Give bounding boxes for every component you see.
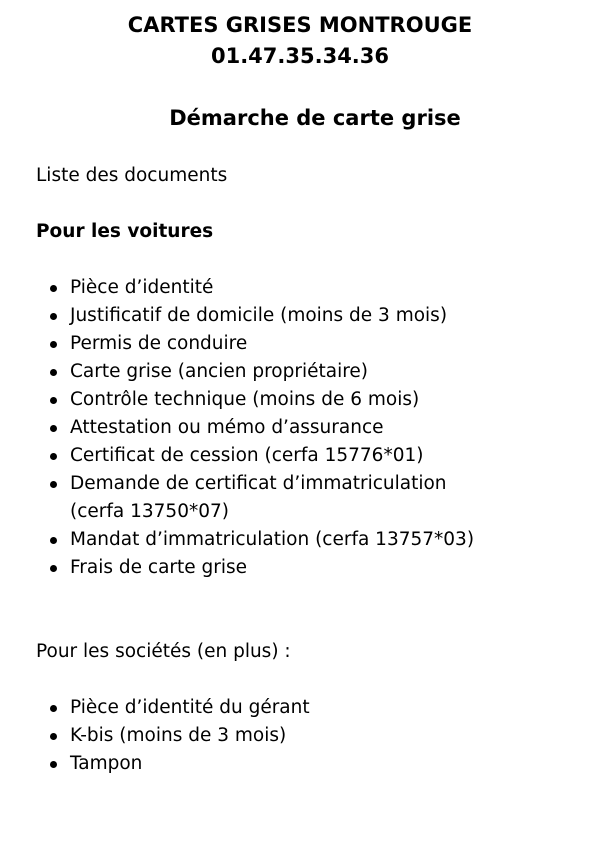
bullet-icon xyxy=(50,425,57,432)
bullet-icon xyxy=(50,285,57,292)
list-item: K-bis (moins de 3 mois) xyxy=(36,722,576,750)
phone-number: 01.47.35.34.36 xyxy=(210,44,390,68)
bullet-icon xyxy=(50,453,57,460)
list-item: Contrôle technique (moins de 6 mois) xyxy=(36,386,576,414)
list-item: Tampon xyxy=(36,750,576,778)
company-name: CARTES GRISES MONTROUGE xyxy=(127,13,473,37)
bullet-icon xyxy=(50,341,57,348)
list-item: Mandat d’immatriculation (cerfa 13757*03) xyxy=(36,526,576,554)
bullet-icon xyxy=(50,537,57,544)
list-item: Justificatif de domicile (moins de 3 mois) xyxy=(36,302,576,330)
list-item: Pièce d’identité du gérant xyxy=(36,694,576,722)
list-item: Frais de carte grise xyxy=(36,554,576,582)
bullet-icon xyxy=(50,397,57,404)
bullet-icon xyxy=(50,369,57,376)
bullet-icon xyxy=(50,705,57,712)
list-item: Carte grise (ancien propriétaire) xyxy=(36,358,576,386)
header xyxy=(0,10,600,72)
list-item: Attestation ou mémo d’assurance xyxy=(36,414,576,442)
intro-text: Liste des documents xyxy=(36,165,228,186)
page-title: Démarche de carte grise xyxy=(169,106,461,130)
bullet-icon xyxy=(50,481,57,488)
company-documents-list xyxy=(36,694,576,778)
bullet-icon xyxy=(50,761,57,768)
bullet-icon xyxy=(50,565,57,572)
bullet-icon xyxy=(50,313,57,320)
section-heading-cars: Pour les voitures xyxy=(36,221,214,242)
list-item: Demande de certificat d’immatriculation (cerfa 13750*07) xyxy=(36,470,576,526)
car-documents-list xyxy=(36,274,576,582)
section-heading-companies: Pour les sociétés (en plus) : xyxy=(36,641,291,662)
list-item: Certificat de cession (cerfa 15776*01) xyxy=(36,442,576,470)
list-item: Permis de conduire xyxy=(36,330,576,358)
list-item: Pièce d’identité xyxy=(36,274,576,302)
bullet-icon xyxy=(50,733,57,740)
